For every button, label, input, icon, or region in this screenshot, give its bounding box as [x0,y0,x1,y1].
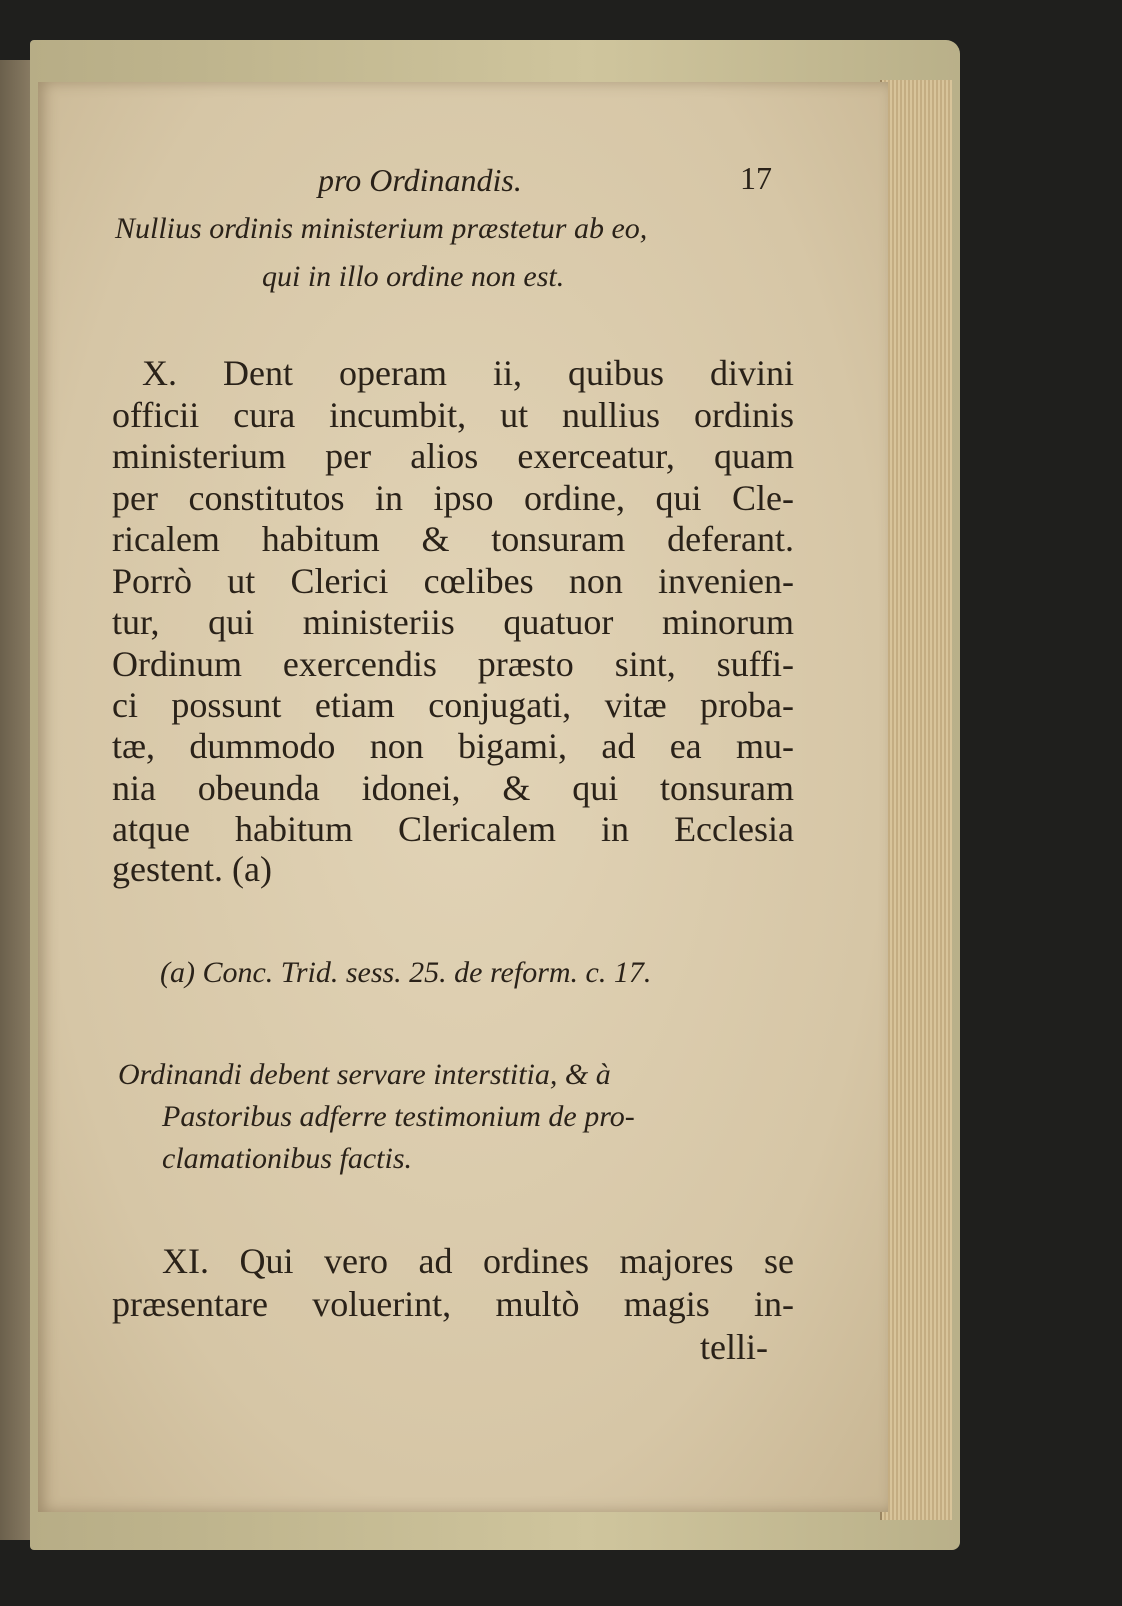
heading-line: Pastoribus adferre testimonium de pro- [162,1100,635,1133]
heading-line: Nullius ordinis ministerium præstetur ab eo, [115,212,648,245]
body-line: Porrò ut Clerici cœlibes non invenien- [112,561,794,601]
body-line: ricalem habitum & tonsuram deferant. [112,519,794,559]
page-number: 17 [740,160,772,196]
body-line: Ordinum exercendis præsto sint, suffi- [112,644,794,684]
running-title: pro Ordinandis. [318,162,522,198]
body-line: XI. Qui vero ad ordines majores se [162,1241,794,1281]
body-line: ministerium per alios exerceatur, quam [112,436,794,476]
body-line: tæ, dummodo non bigami, ad ea mu- [112,726,794,766]
body-line: nia obeunda idonei, & qui tonsuram [112,768,794,808]
body-line: gestent. (a) [112,849,272,889]
heading-line: clamationibus factis. [162,1142,412,1175]
body-line: X. Dent operam ii, quibus divini [142,353,794,393]
page-block-edge [880,80,952,1520]
body-line: præsentare voluerint, multò magis in- [112,1284,794,1324]
body-line: ci possunt etiam conjugati, vitæ proba- [112,685,794,725]
body-line: officii cura incumbit, ut nullius ordinis [112,395,794,435]
heading-line: Ordinandi debent servare interstitia, & à [118,1058,611,1091]
body-line: per constitutos in ipso ordine, qui Cle- [112,478,794,518]
body-line: atque habitum Clericalem in Ecclesia [112,809,794,849]
footnote: (a) Conc. Trid. sess. 25. de reform. c. 17. [160,956,652,989]
heading-line: qui in illo ordine non est. [262,260,565,293]
catchword: telli- [700,1327,768,1367]
body-line: tur, qui ministeriis quatuor minorum [112,602,794,642]
